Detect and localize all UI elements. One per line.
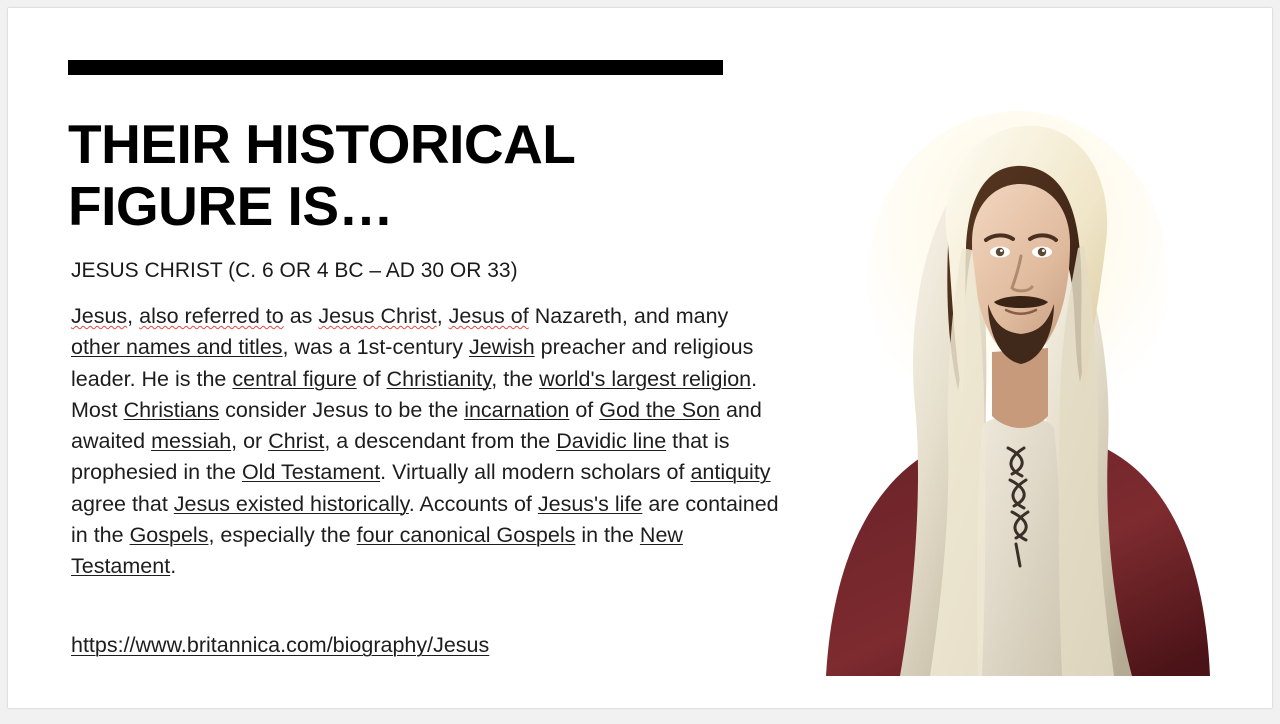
body-link-gospels[interactable]: Gospels: [129, 523, 209, 548]
jesus-portrait-image: [796, 96, 1236, 676]
body-link-christianity[interactable]: Christianity: [386, 366, 492, 391]
slide-title: THEIR HISTORICAL FIGURE IS…: [68, 113, 575, 237]
body-link-jesus-existed-historically[interactable]: Jesus existed historically: [173, 491, 409, 516]
body-link-antiquity[interactable]: antiquity: [690, 460, 771, 485]
body-link-god-the-son[interactable]: God the Son: [599, 397, 720, 422]
body-link-other-names-and-titles[interactable]: other names and titles: [71, 335, 283, 360]
body-token-also-referred-to: also referred to: [139, 304, 284, 328]
portrait-illustration: [796, 96, 1236, 676]
body-token-jesus-christ: Jesus Christ: [318, 304, 437, 328]
body-link-incarnation[interactable]: incarnation: [464, 397, 570, 422]
body-token-jesus: Jesus: [71, 304, 128, 328]
slide-subtitle: JESUS CHRIST (C. 6 OR 4 BC – AD 30 OR 33): [71, 259, 518, 282]
slide-canvas: [8, 8, 1272, 708]
body-link-davidic-line[interactable]: Davidic line: [556, 429, 667, 454]
body-link-central-figure[interactable]: central figure: [232, 366, 357, 391]
slide-body-text: Jesus, also referred to as Jesus Christ, Jesus of Nazareth, and many other names and titles, was a 1st-century Jewish preacher and religious leader. He is the central figure of Christianity, the world's largest religion. Most Christians consider Jesus to be the incarnation of God the Son and awaited messiah, or Christ, a descendant from the Davidic line that is prophesied in the Old Testament. Virtually all modern scholars of antiquity agree that Jesus existed historically. Accounts of Jesus's life are contained in the Gospels, especially the four canonical Gospels in the New Testament.: [71, 304, 779, 579]
body-link-jewish[interactable]: Jewish: [468, 335, 535, 360]
body-token-jesus-of: Jesus of: [448, 304, 529, 328]
body-link-jesuss-life[interactable]: Jesus's life: [537, 491, 643, 516]
body-link-four-canonical-gospels[interactable]: four canonical Gospels: [356, 523, 576, 548]
body-link-new-testament[interactable]: New Testament: [71, 523, 683, 579]
body-link-worlds-largest-religion[interactable]: world's largest religion: [539, 366, 752, 391]
source-link[interactable]: https://www.britannica.com/biography/Jesus: [71, 633, 490, 657]
body-link-christians[interactable]: Christians: [123, 397, 220, 422]
title-accent-bar: [68, 60, 723, 75]
body-link-messiah[interactable]: messiah: [151, 429, 232, 454]
body-link-old-testament[interactable]: Old Testament: [241, 460, 381, 485]
body-link-christ[interactable]: Christ: [268, 429, 325, 454]
